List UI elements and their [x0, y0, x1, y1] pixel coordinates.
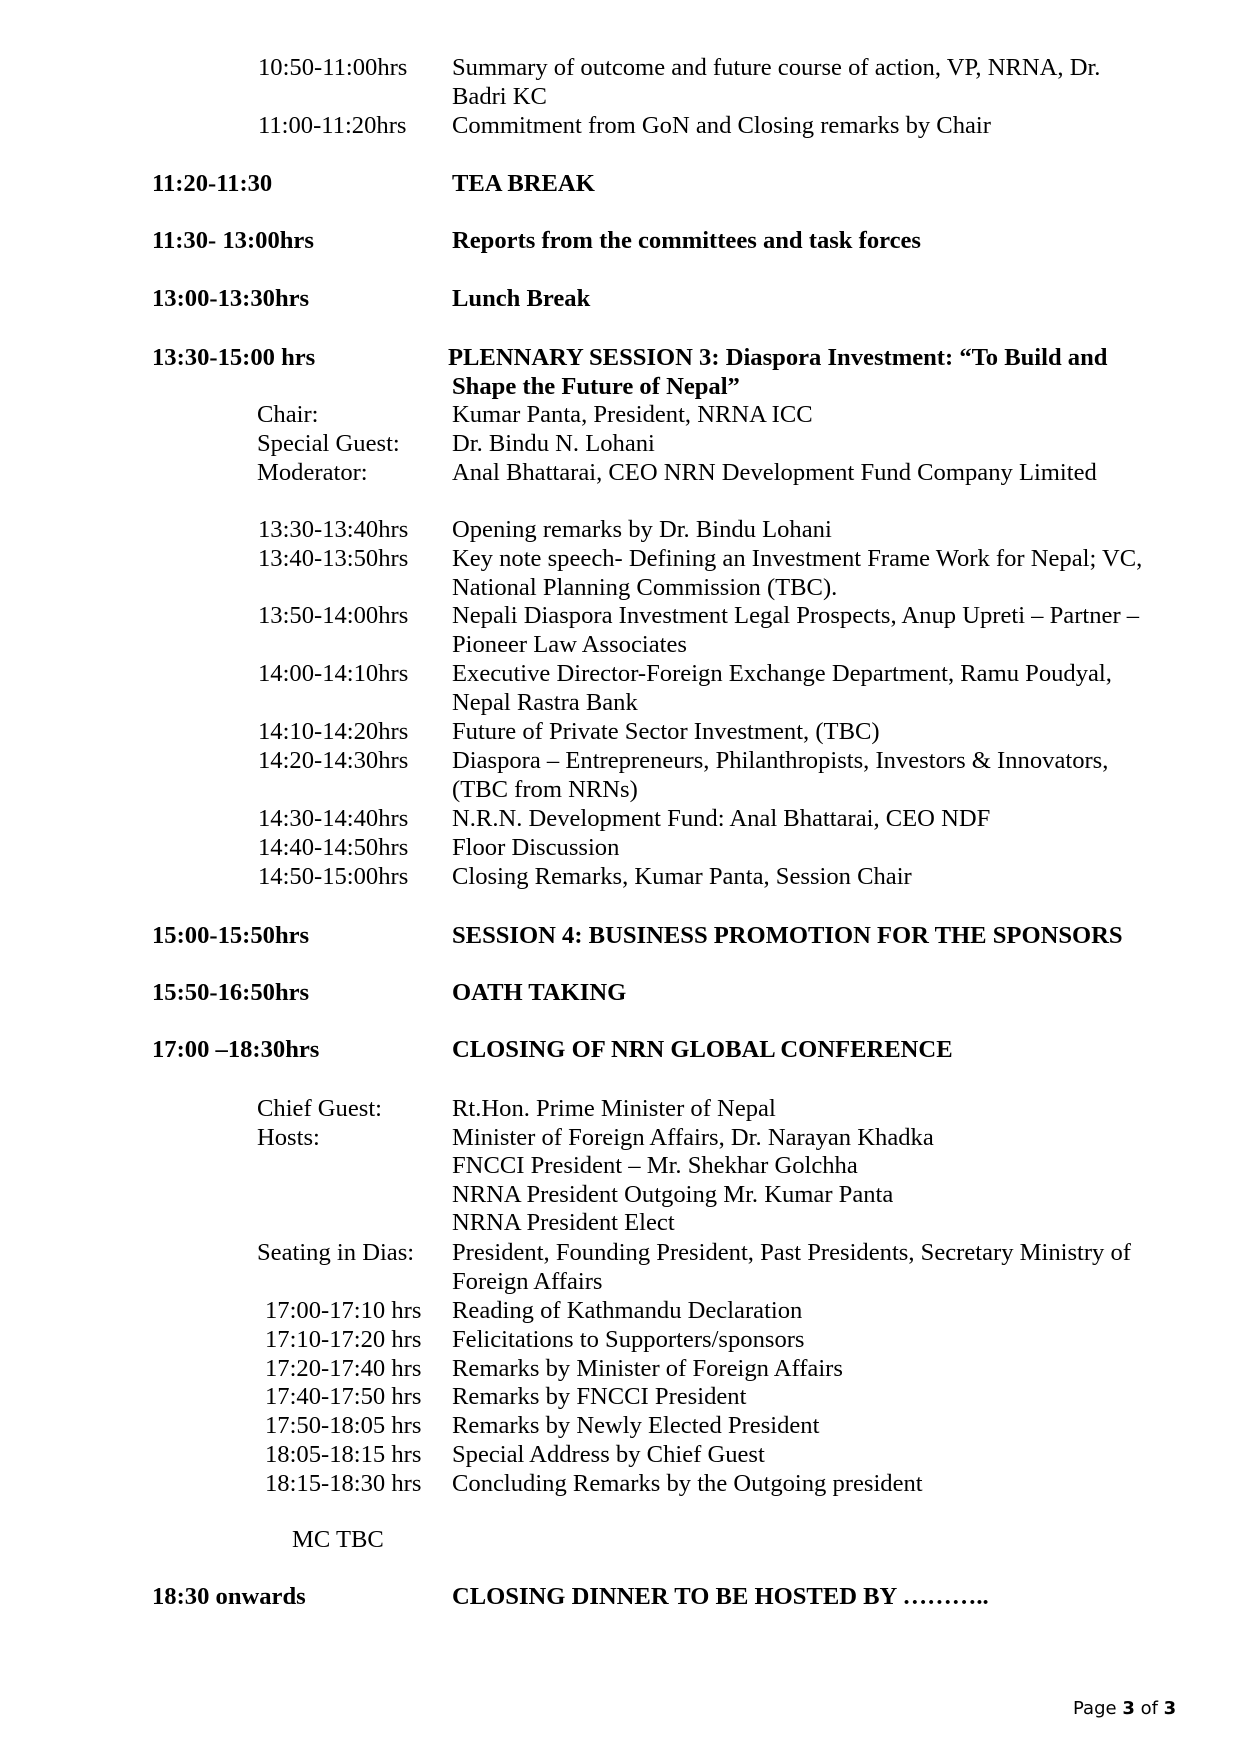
role-label: Moderator:: [257, 459, 368, 486]
agenda-time: 14:10-14:20hrs: [258, 718, 409, 745]
section-title: SESSION 4: BUSINESS PROMOTION FOR THE SPONSORS: [452, 922, 1123, 949]
agenda-item-text: (TBC from NRNs): [452, 776, 638, 803]
section-time: 15:00-15:50hrs: [152, 922, 310, 949]
section-title: TEA BREAK: [452, 170, 595, 197]
section-time: 11:30- 13:00hrs: [152, 227, 314, 254]
agenda-item-text: Badri KC: [452, 83, 547, 110]
agenda-item-text: Concluding Remarks by the Outgoing president: [452, 1470, 923, 1497]
role-value: Anal Bhattarai, CEO NRN Development Fund Company Limited: [452, 459, 1097, 486]
current-page: 3: [1122, 1698, 1135, 1719]
role-label: Seating in Dias:: [257, 1239, 415, 1266]
role-value: President, Founding President, Past Presidents, Secretary Ministry of: [452, 1239, 1131, 1266]
agenda-item-text: Opening remarks by Dr. Bindu Lohani: [452, 516, 832, 543]
agenda-item-text: Felicitations to Supporters/sponsors: [452, 1326, 805, 1353]
section-time: 15:50-16:50hrs: [152, 979, 310, 1006]
agenda-item-text: Remarks by FNCCI President: [452, 1383, 747, 1410]
agenda-time: 14:50-15:00hrs: [258, 863, 409, 890]
agenda-time: 14:20-14:30hrs: [258, 747, 409, 774]
section-time: 11:20-11:30: [152, 170, 273, 197]
section-title: Shape the Future of Nepal”: [452, 373, 740, 400]
agenda-item-text: Floor Discussion: [452, 834, 620, 861]
agenda-item-text: N.R.N. Development Fund: Anal Bhattarai, CEO NDF: [452, 805, 991, 832]
agenda-time: 11:00-11:20hrs: [258, 112, 407, 139]
agenda-item-text: Nepali Diaspora Investment Legal Prospects, Anup Upreti – Partner –: [452, 602, 1140, 629]
role-value: Rt.Hon. Prime Minister of Nepal: [452, 1095, 776, 1122]
agenda-time: 17:40-17:50 hrs: [265, 1383, 422, 1410]
agenda-item-text: Key note speech- Defining an Investment Frame Work for Nepal; VC,: [452, 545, 1143, 572]
role-label: Special Guest:: [257, 430, 400, 457]
total-pages: 3: [1163, 1698, 1177, 1719]
agenda-time: 10:50-11:00hrs: [258, 54, 408, 81]
agenda-time: 14:40-14:50hrs: [258, 834, 409, 861]
agenda-time: 14:30-14:40hrs: [258, 805, 409, 832]
mc-note: MC TBC: [292, 1526, 384, 1553]
section-title: CLOSING DINNER TO BE HOSTED BY ………..: [452, 1583, 989, 1610]
agenda-time: 18:05-18:15 hrs: [265, 1441, 422, 1468]
section-time: 17:00 –18:30hrs: [152, 1036, 320, 1063]
role-value: NRNA President Outgoing Mr. Kumar Panta: [452, 1181, 894, 1208]
agenda-item-text: Closing Remarks, Kumar Panta, Session Chair: [452, 863, 912, 890]
agenda-time: 17:20-17:40 hrs: [265, 1355, 422, 1382]
agenda-item-text: Summary of outcome and future course of action, VP, NRNA, Dr.: [452, 54, 1101, 81]
role-label: Chief Guest:: [257, 1095, 382, 1122]
agenda-time: 13:30-13:40hrs: [258, 516, 409, 543]
role-value: FNCCI President – Mr. Shekhar Golchha: [452, 1152, 858, 1179]
section-title: PLENNARY SESSION 3: Diaspora Investment: “To Build and: [448, 344, 1108, 371]
role-value: Kumar Panta, President, NRNA ICC: [452, 401, 813, 428]
role-value: Foreign Affairs: [452, 1268, 603, 1295]
agenda-item-text: Nepal Rastra Bank: [452, 689, 638, 716]
agenda-item-text: Executive Director-Foreign Exchange Department, Ramu Poudyal,: [452, 660, 1112, 687]
section-title: CLOSING OF NRN GLOBAL CONFERENCE: [452, 1036, 953, 1063]
page-number: [1073, 1697, 1176, 1721]
role-value: Minister of Foreign Affairs, Dr. Narayan Khadka: [452, 1124, 934, 1151]
agenda-item-text: Future of Private Sector Investment, (TBC): [452, 718, 880, 745]
agenda-time: 17:50-18:05 hrs: [265, 1412, 422, 1439]
agenda-item-text: Commitment from GoN and Closing remarks by Chair: [452, 112, 991, 139]
agenda-time: 17:00-17:10 hrs: [265, 1297, 422, 1324]
agenda-item-text: Remarks by Newly Elected President: [452, 1412, 820, 1439]
agenda-item-text: Diaspora – Entrepreneurs, Philanthropists, Investors & Innovators,: [452, 747, 1109, 774]
agenda-time: 13:40-13:50hrs: [258, 545, 409, 572]
role-label: Hosts:: [257, 1124, 320, 1151]
agenda-item-text: Special Address by Chief Guest: [452, 1441, 765, 1468]
section-time: 13:30-15:00 hrs: [152, 344, 316, 371]
agenda-item-text: Reading of Kathmandu Declaration: [452, 1297, 803, 1324]
section-title: Reports from the committees and task forces: [452, 227, 921, 254]
agenda-item-text: Pioneer Law Associates: [452, 631, 687, 658]
agenda-time: 13:50-14:00hrs: [258, 602, 409, 629]
section-time: 18:30 onwards: [152, 1583, 306, 1610]
page-word: Page: [1073, 1698, 1117, 1719]
agenda-item-text: National Planning Commission (TBC).: [452, 574, 838, 601]
section-title: OATH TAKING: [452, 979, 627, 1006]
of-word: of: [1140, 1698, 1158, 1719]
agenda-item-text: Remarks by Minister of Foreign Affairs: [452, 1355, 843, 1382]
agenda-time: 14:00-14:10hrs: [258, 660, 409, 687]
role-label: Chair:: [257, 401, 319, 428]
agenda-time: 18:15-18:30 hrs: [265, 1470, 422, 1497]
section-time: 13:00-13:30hrs: [152, 285, 310, 312]
section-title: Lunch Break: [452, 285, 591, 312]
agenda-time: 17:10-17:20 hrs: [265, 1326, 422, 1353]
role-value: NRNA President Elect: [452, 1209, 675, 1236]
role-value: Dr. Bindu N. Lohani: [452, 430, 655, 457]
